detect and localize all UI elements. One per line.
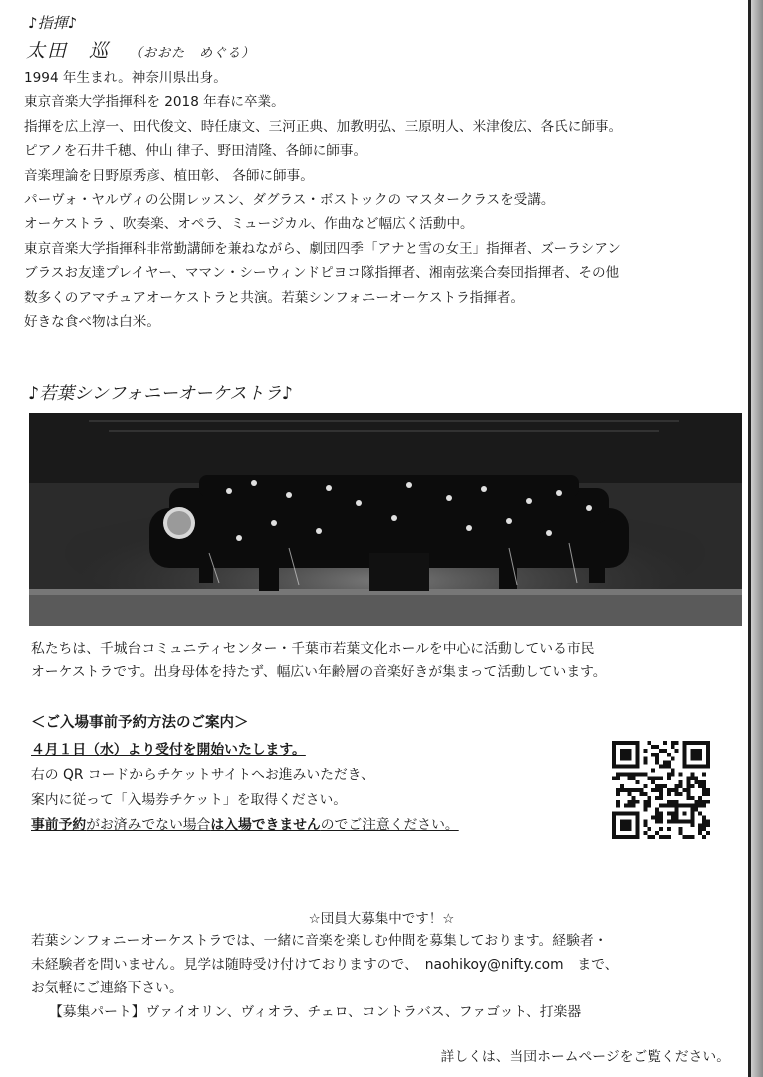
bio-line: 東京音楽大学指揮科を 2018 年春に卒業。 [24,94,285,111]
conductor-name-line [26,36,255,63]
recruit-line: お気軽にご連絡下さい。 [31,980,183,996]
bio-line: 好きな食べ物は白米。 [24,314,160,331]
orchestra-description [31,638,743,684]
conductor-name: 太田 巡 [26,40,111,62]
bio-line: パーヴォ・ヤルヴィの公開レッスン、ダグラス・ボストックの マスタークラスを受講。 [24,192,555,209]
conductor-reading: （おおた めぐる） [129,46,256,61]
warning-part: のでご注意ください。 [320,817,459,833]
reservation-title: ＜ご入場事前予約方法のご案内＞ [31,715,249,731]
bio-line: オーケストラ 、吹奏楽、オペラ、ミュージカル、作曲など幅広く活動中。 [24,216,474,233]
reservation-line: 案内に従って「入場券チケット」を取得ください。 [31,792,348,808]
ticket-qr-code[interactable] [612,741,710,839]
reservation-notice [31,711,459,838]
description-line: オーケストラです。出身母体を持たず、幅広い年齢層の音楽好きが集まって活動しています。 [31,664,607,680]
bio-line: 指揮を広上淳一、田代俊文、時任康文、三河正典、加教明弘、三原明人、米津俊広、各氏に師事。 [24,118,623,135]
bio-line: ブラスお友達プレイヤー、ママン・シーウィンドピヨコ隊指揮者、湘南弦楽合奏団指揮者、その他 [24,265,620,282]
orchestra-photo [29,413,742,626]
warning-part: は [210,817,225,833]
warning-part: 入場できません [224,817,321,833]
reservation-warning [31,813,459,838]
footer-note: 詳しくは、当団ホームページをご覧ください。 [440,1049,730,1065]
bio-line: 音楽理論を日野原秀彦、植田彰、 各師に師事。 [24,167,314,184]
conductor-bio [24,66,744,334]
warning-part: がお済みでない場合 [86,817,211,833]
reservation-start: ４月１日（水）より受付を開始いたします。 [31,742,306,758]
recruit-line: 若葉シンフォニーオーケストラでは、一緒に音楽を楽しむ仲間を募集しております。経験者・ [31,933,608,949]
reservation-line: 右の QR コードからチケットサイトへお進みいただき、 [31,767,375,783]
bio-line: ピアノを石井千穂、仲山 律子、野田清隆、各師に師事。 [24,143,368,160]
qr-code-graphic [612,741,710,839]
orchestra-photo-graphic [29,413,742,626]
bio-line: 東京音楽大学指揮科非常勤講師を兼ねながら、劇団四季「アナと雪の女王」指揮者、ズーラシアン [24,240,621,257]
recruit-line: 未経験者を問いません。見学は随時受け付けておりますので、 naohikoy@nifty.com まで、 [31,956,619,973]
recruit-parts: 【募集パート】ヴァイオリン、ヴィオラ、チェロ、コントラバス、ファゴット、打楽器 [49,1004,582,1020]
recruit-text [31,930,746,1001]
warning-part: 事前予約 [31,817,87,833]
recruit-heading: ☆団員大募集中です！☆ [308,911,455,927]
bio-line: 1994 年生まれ。神奈川県出身。 [24,70,227,86]
conductor-heading: ♪指揮♪ [28,14,78,32]
bio-line: 数多くのアマチュアオーケストラと共演。若葉シンフォニーオーケストラ指揮者。 [24,289,525,306]
orchestra-heading: ♪若葉シンフォニーオーケストラ♪ [28,384,293,404]
description-line: 私たちは、千城台コミュニティセンター・千葉市若葉文化ホールを中心に活動している市民 [31,641,595,657]
